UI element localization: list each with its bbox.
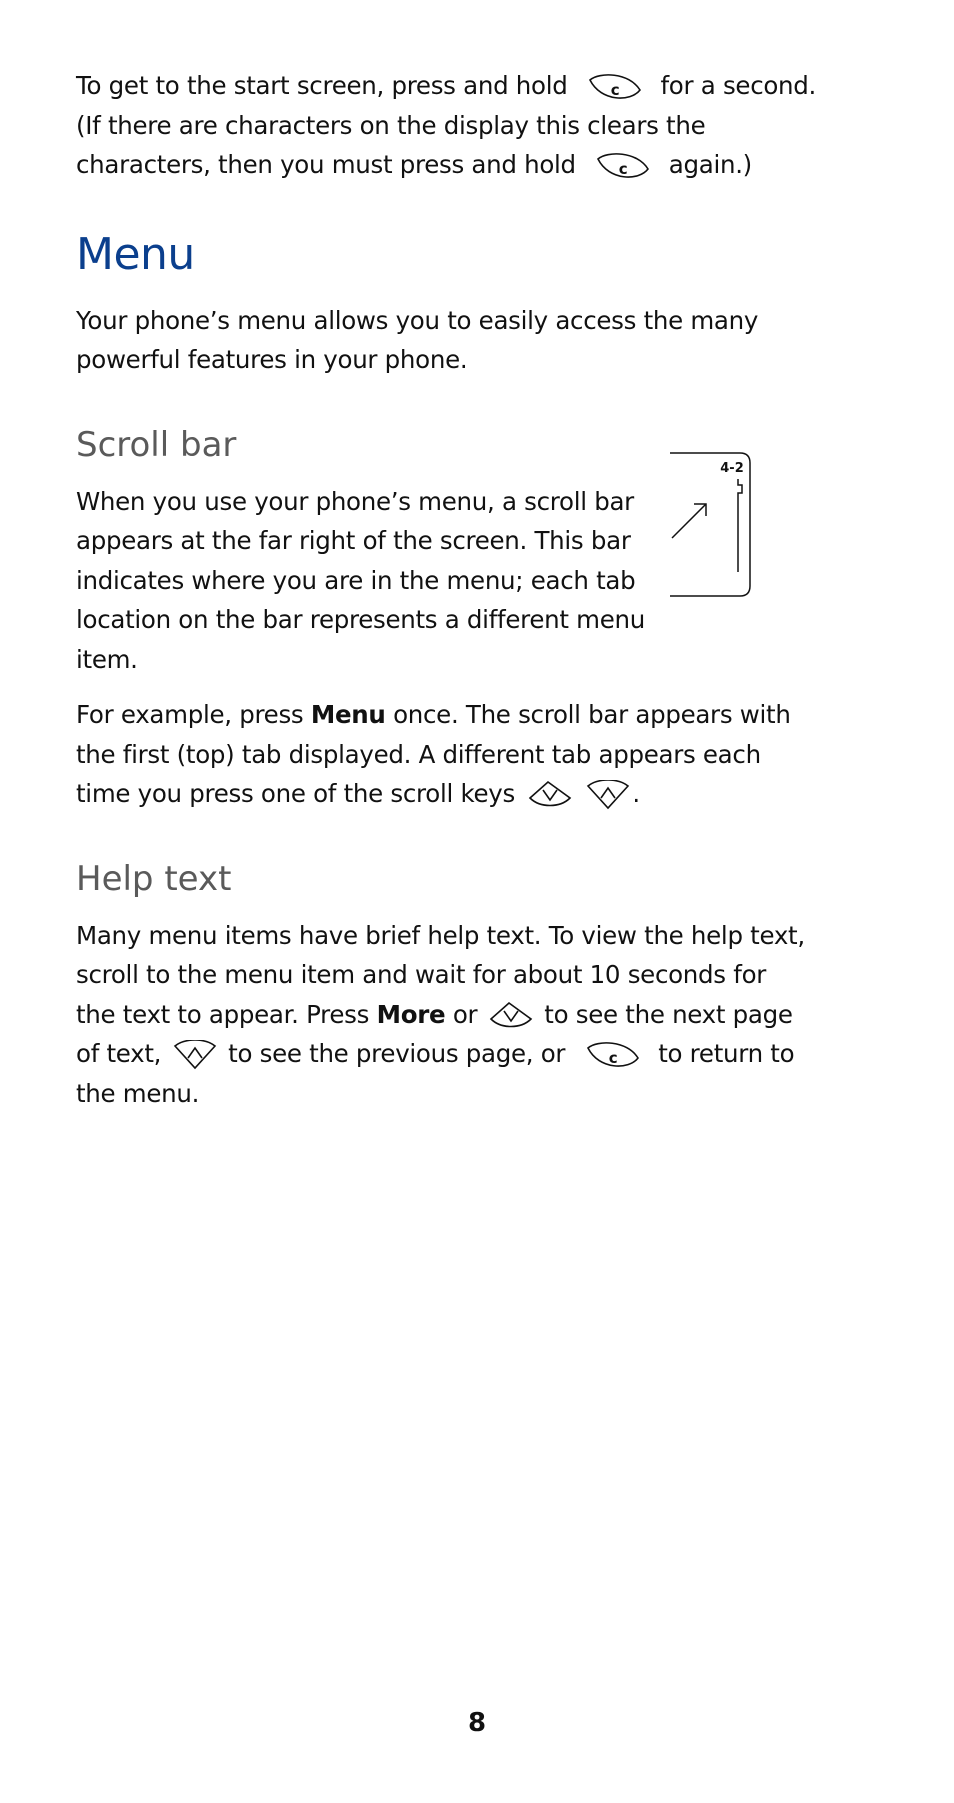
scroll-bar-heading: Scroll bar xyxy=(76,424,237,465)
intro-text: for a second. xyxy=(660,71,817,100)
scroll-down-key-icon xyxy=(489,1001,533,1031)
menu-softkey-label: Menu xyxy=(310,700,386,729)
clear-key-icon xyxy=(587,70,643,104)
scroll-up-key-icon xyxy=(173,1040,217,1070)
svg-text:c: c xyxy=(608,1049,617,1067)
help-text-paragraph: Many menu items have brief help text. To view the help text, scroll to the menu item and wait for about 10 seconds for the text to appear. Press More or to see the next page of text, to see the previous page, or c to return to the menu. xyxy=(76,920,805,1108)
intro-text: characters, then you must press and hold xyxy=(76,150,576,179)
clear-key-icon xyxy=(585,1038,641,1072)
svg-text:c: c xyxy=(610,81,620,99)
help-text-heading: Help text xyxy=(76,858,232,899)
page-number: 8 xyxy=(467,1708,487,1738)
intro-paragraph xyxy=(76,66,816,185)
more-softkey-label: More xyxy=(376,999,446,1029)
scroll-bar-illustration xyxy=(668,452,754,602)
scroll-bar-paragraph-1: When you use your phone’s menu, a scroll bar appears at the far right of the screen. This bar indicates where you are in the menu; each tab location on the bar represents a different menu item. xyxy=(76,486,645,674)
intro-text: To get to the start screen, press and hold xyxy=(76,71,568,100)
scroll-down-key-icon xyxy=(528,780,572,810)
intro-text: again.) xyxy=(668,150,752,179)
svg-text:c: c xyxy=(618,160,628,178)
menu-paragraph: Your phone’s menu allows you to easily access the many powerful features in your phone. xyxy=(76,305,759,374)
scroll-bar-paragraph-2: For example, press Menu once. The scroll bar appears with the first (top) tab displayed. A different tab appears each time you press one of the scroll keys . xyxy=(76,700,791,808)
scroll-up-key-icon xyxy=(586,780,630,810)
clear-key-icon xyxy=(595,149,651,183)
menu-heading: Menu xyxy=(76,228,195,280)
scroll-bar-figure-label: 4-2 xyxy=(720,461,744,476)
intro-text: (If there are characters on the display this clears the xyxy=(76,110,706,140)
